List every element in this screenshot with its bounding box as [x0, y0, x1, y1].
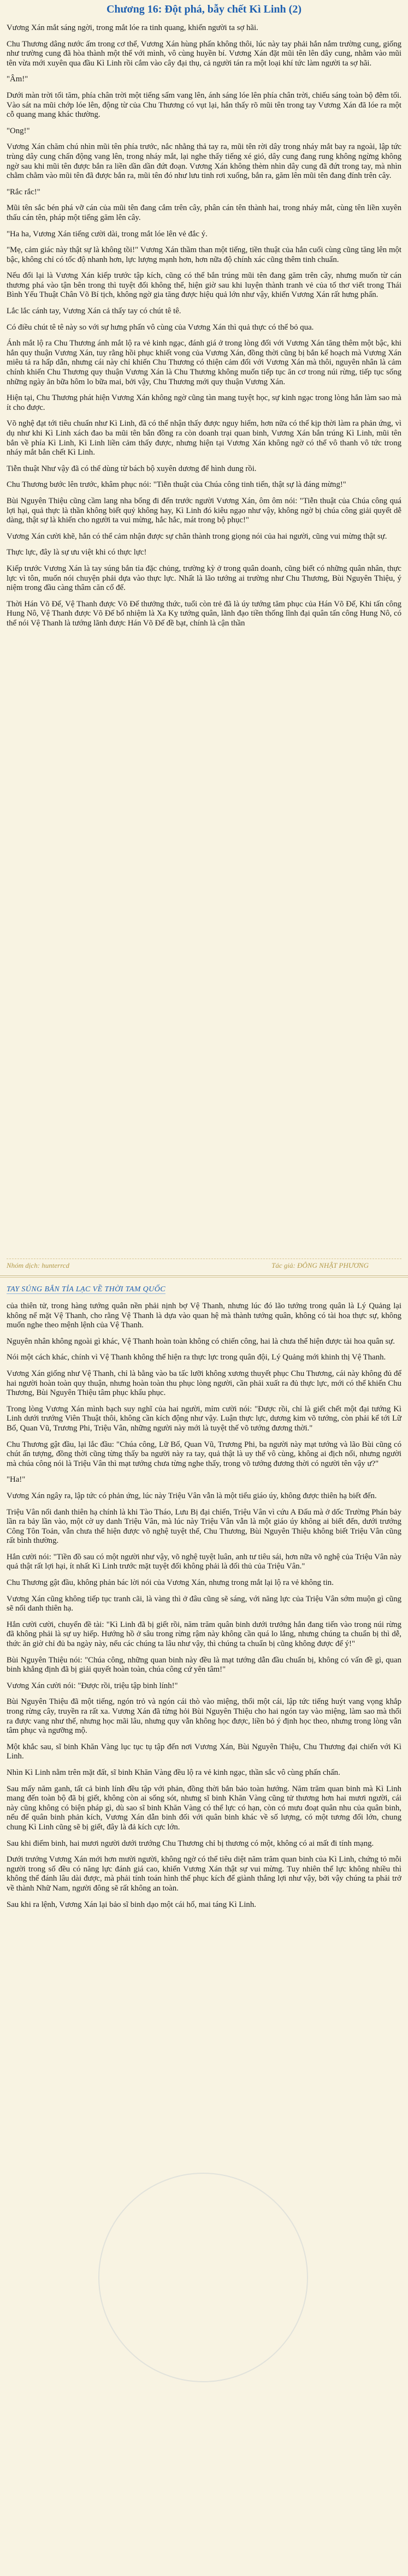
- paragraph: Nếu đổi lại là Vương Xán kiếp trước tập kích, cũng có thể bắn trúng mũi tên đang găm trên cây, nhưng muốn từ cán thương phá vào tận bên trong thì tuyệt đối không thể, hiện giờ sau khi luyện thành tranh vẻ của tố thơ viết trong Thái Bình Yếu Thuật Chân Võ Bí tịch, không ngờ gia tăng được hiệu quả lớn như vậy, khiến Vương Xán rất hưng phấn.: [7, 271, 401, 300]
- paragraph: "Âm!": [7, 75, 28, 84]
- paragraph: Dưới màn trời tối tăm, phía chân trời một tiếng sấm vang lên, ánh sáng lóe lên phía chân trời, chiếu sáng toàn bộ đêm tối. Vào sát na mũi chớp lóe lên, động từ của Chu Thương có vụt lại, hắn thấy rõ mũi tên trong tay Vương Xán đã lóe ra một cỗ quang mang khác thường.: [7, 91, 401, 120]
- paragraph: Bùi Nguyên Thiệu nói: "Chúa công, những quan binh này đều là mạt tướng dẫn đầu chuẩn bị, không có vấn đề gì, quan binh khẳng định đã bị giải quyết hoàn toàn, chúa công cứ yên tâm!": [7, 1655, 401, 1674]
- paragraph: Tiễn thuật Như vậy đã có thể dùng từ bách bộ xuyên dương để hình dung rồi.: [7, 464, 257, 473]
- paragraph: Hắn cười nói: "Tiền đồ sau có một người như vậy, võ nghệ tuyệt luân, anh tư tiêu sái, hơn nữa võ nghệ của Triệu Vân này quả thật rất lợi hại, ít nhất Kì Linh trước mặt tuyệt đối không phải là đối thủ của Triệu Vân.": [7, 1552, 401, 1571]
- paragraph: Chu Thương gật đầu, không phản bác lời nói của Vương Xán, nhưng trong mắt lại lộ ra vẻ không tin.: [7, 1578, 334, 1588]
- paragraph: Trong lòng Vương Xán mình bạch suy nghĩ của hai người, mỉm cười nói: "Được rồi, chỉ là giết chết một đại tướng Kì Linh dưới trướng Viên Thuật thôi, không cần kích động như vậy. Luận thực lực, dương kim võ tướng, còn phải kể tới Lữ Bố, Quan Vũ, Trương Phi, Triệu Vân, những người này mới là tuyệt thế võ tướng đương thời.": [7, 1404, 401, 1433]
- paragraph: Vương Xán cười nói: "Được rồi, triệu tập binh lính!": [7, 1681, 178, 1690]
- paragraph: "Rắc rắc!": [7, 187, 40, 196]
- paragraph: Một khắc sau, sĩ binh Khăn Vàng lục tục tụ tập đến nơi Vương Xán, Bùi Nguyên Thiệu, Chu Thương đại chiến với Kì Linh.: [7, 1742, 401, 1761]
- paragraph: Có điều chút tê tê này so với sự hưng phấn vô cùng của Vương Xán thì quả thực có thể bỏ qua.: [7, 323, 314, 332]
- paragraph: Ánh mắt lộ ra Chu Thương ánh mắt lộ ra vẻ kinh ngạc, đánh giá ở trong lòng đối với Vương Xán tăng thêm một bậc, khi hắn quy thuận Vương Xán, tuy rằng hồi phục khiết vong của Vương Xán, đồng thời cũng bị bắn kế hoạch mà Vương Xán miêu tả ra hấp dẫn, nhưng cái này chỉ khiến Chu Thương có thiện cảm đối với Vương Xán mà thôi, nguyên nhân là cảm chính khiến Chu Thương quy thuận Vương Xán là Chu Thương không muốn tiếp tục ăn cơ trong núi rừng, tiếp tục sống những ngày ăn bữa hôm lo bữa mai, bởi vậy, Chu Thương mới quy thuận Vương Xán.: [7, 339, 401, 386]
- chapter-panel: [0, 0, 408, 1276]
- paragraph: Vương Xán ngây ra, lập tức có phản ứng, lúc này Triệu Vân vẫn là một tiểu giáo úy, không được thiên hạ biết đến.: [7, 1491, 377, 1500]
- continuation-body: [7, 1302, 401, 1910]
- paragraph: của thiên tử, trong hàng tướng quân nền phải nịnh bợ Vệ Thanh, nhưng lúc đó lão tướng trong quân là Lý Quảng lại không nể mặt Vệ Thanh, cho rằng Vệ Thanh là dựa vào quan hệ mà thành tướng quân, không có tài hoa thực sự, không muốn nghe theo mệnh lệnh của Vệ Thanh.: [7, 1302, 401, 1330]
- paragraph: Chu Thương dâng nước ấm trong cơ thể, Vương Xán hùng phấn không thôi, lúc này tay phải hắn nắm trường cung, giống như trường cung đã hòa thành một thể với mình, vô cùng huyền bí. Vương Xán đặt mũi tên lên dây cung, nhằm vào mũi tên vừa mới xuyên qua đầu Kì Linh rồi cắm vào cây đại thụ, cả người tán ra một loại khí tức làm người ta sợ hãi.: [7, 39, 401, 68]
- author-label: Tác giả: ĐÔNG NHẬT PHƯƠNG: [271, 1261, 369, 1269]
- paragraph: Võ nghệ đạt tới tiêu chuẩn như Kì Linh, đã có thể nhận thấy được nguy hiểm, hơn nữa có thể kịp thời làm ra phản ứng, vì dụ như khi Kì Linh xách đao ba mũi tên bắn đồng ra còn doanh trại quan binh, Vương Xán bắn trúng Kì Linh, mũi tên bắn về phía Kì Linh, Kì Linh liền cảm thấy được, nhưng hiện tại Vương Xán không ngờ có thể vô thanh vô tức trong nháy mắt bắn chết Kì Linh.: [7, 419, 401, 457]
- paragraph: Sau khi ra lệnh, Vương Xán lại bảo sĩ binh dạo một cái hố, mai táng Kì Linh.: [7, 1900, 256, 1909]
- paragraph: Vương Xán cũng không tiếp tục tranh cãi, là vàng thì ở đâu cũng sẽ sáng, với năng lực của Triệu Vân sớm muộn gì cũng sẽ nổi danh thiên hạ.: [7, 1594, 401, 1613]
- chapter-body: [7, 23, 401, 629]
- paragraph: Dưới trướng Vương Xán mới hơn mười người, không ngờ có thể tiêu diệt năm trăm quan binh của Kì Linh, chứng tỏ mỗi người trong số đều có năng lực đánh giá cao, khiến Vương Xán thật sự vui mừng. Tuy nhiên thể lực không nhiều thì không thể đánh lâu dài được, mà phải tính toán hình thế phục kích để giành thắng lợi như vậy, bởi vậy chúng ta phải trở về thành Nhữ Nam, người đông sẽ rất không an toàn.: [7, 1855, 401, 1893]
- paragraph: Bùi Nguyên Thiệu đã một tiếng, ngón trỏ và ngón cái thò vào miệng, thổi một cái, lập tức tiếng huýt vang vọng khắp trong rừng cây, truyền ra rất xa. Vương Xán đã từng hỏi Bùi Nguyên Thiệu cho hai ngón tay vào miệng, làm sao mà thổi ra được vang như thế, nhưng học mãi lâu, nhưng quy vẫn không học được, liền bỏ ý định học theo, nhưng trong lòng vẫn tâm phục và ngưỡng mộ.: [7, 1697, 401, 1736]
- series-header: [7, 1285, 401, 1294]
- translation-group-label: Nhóm dịch: hunterrcd: [7, 1261, 70, 1269]
- paragraph: "Ong!": [7, 126, 30, 135]
- series-title: TAY SÚNG BẮN TỈA LẠC VỀ THỜI TAM QUỐC: [7, 1285, 165, 1293]
- paragraph: Chu Thương bước lên trước, khâm phục nói: "Tiễn thuật của Chúa công tinh tiến, thật sự là đáng mừng!": [7, 480, 346, 490]
- paragraph: Nói một cách khác, chính vì Vệ Thanh không thể hiện ra thực lực trong quân đội, Lý Quảng mới khinh thị Vệ Thanh.: [7, 1353, 386, 1362]
- continuation-panel: [0, 1277, 408, 2576]
- paragraph: Lắc lắc cánh tay, Vương Xán cả thấy tay có chút tê tê.: [7, 307, 181, 316]
- paragraph: Triệu Vân nổi danh thiên hạ chính là khi Tào Tháo, Lưu Bị đại chiến, Triệu Vân vì cứu A Đấu mà ở dốc Trường Phán bảy lần ra bảy lần vào, một cờ uy danh Triệu Vân, mà lúc này Triệu Vân vẫn là một giáo úy không ai biết đến, dưới trướng Công Tôn Toản, vẫn chưa thể hiện được võ nghệ tuyệt thế, Chu Thương, Bùi Nguyên Thiệu không biết Triệu Vân cũng rất bình thường.: [7, 1507, 401, 1546]
- paragraph: Sau khi điểm binh, hai mươi người dưới trướng Chu Thương chỉ bị thương có một, không có ai mất đi tính mạng.: [7, 1839, 374, 1848]
- paragraph: Nguyên nhân không ngoài gì khác, Vệ Thanh hoàn toàn không có chiến công, hai là chưa thể hiện được tài hoa quân sự.: [7, 1337, 395, 1346]
- chapter-title: Chương 16: Đột phá, bẫy chết Kì Linh (2): [106, 3, 301, 15]
- paragraph: Hắn cười cười, chuyển đề tài: "Kì Linh đã bị giết rồi, năm trăm quân binh dưới trướng hắn đang tiến vào trong núi rừng đã không phải là sự uy hiếp. Hướng hồ ở sâu trong rừng rậm này không cần quá lo lắng, nhưng chúng ta chuẩn bị thì dễ, thức ăn giờ chỉ đủ ba ngày này, nếu các chúng ta lâu như vậy, thì chúng ta chuẩn bị cũng không được để ý!": [7, 1620, 401, 1649]
- paragraph: Kiếp trước Vương Xán là tay súng bắn tỉa đặc chủng, trường kỳ ở trong quân doanh, cũng biết có những quân nhân, thực lực vì tôn, muốn nói chuyện phải dựa vào thực lực. Nhất là lão tướng ai trường như Chu Thương, Bùi Nguyên Thiệu, ý niệm trong đầu càng thâm căn cố đế.: [7, 564, 401, 593]
- paragraph: Vương Xán chăm chú nhìn mũi tên phía trước, nắc nhằng thả tay ra, mũi tên rời dây trong nháy mắt bay ra ngoài, lập tức trùng dây cung chấn động vang lên, trong nháy mắt, lại nghe thấy tiếng xé gió, dây cung đang rung không ngừng không ngờ sau khi mũi tên được bắn ra liền dần dần đứt đoạn. Vương Xán không thèm nhìn dây cung đã đứt trong tay, mà nhìn chằm chằm vào mũi tên đã được bắn ra, mũi tên đó như lưu tinh rơi xuống, bắn ra, găm lên mũi tên đang đính trên cây.: [7, 142, 401, 181]
- paragraph: "Ha!": [7, 1475, 26, 1484]
- paragraph: "Ha ha, Vương Xán tiếng cười dài, trong mắt lóe lên vẻ đắc ý.: [7, 229, 208, 238]
- paragraph: "Mẹ, cảm giác này thật sự là không tồi!" Vương Xán thầm than một tiếng, tiền thuật của hắn cuối cùng cũng tăng lên một bậc, không chỉ có tốc độ nhanh hơn, lực lượng mạnh hơn, hơn nữa độ chính xác cũng thêm tinh chuẩn.: [7, 246, 401, 264]
- paragraph: Thời Hán Võ Đế, Vệ Thanh được Võ Đế thưởng thức, tuổi còn trẻ đã là úy tướng tăm phục của Hán Võ Đế, Khi tấn công Hung Nô, Vệ Thanh được Võ Đế bổ nhiệm là Xa Kỵ tướng quân, lãnh đạo tiền thống lĩnh đại quân tấn công Hung Nô, có thể nói Vệ Thanh là tướng lãnh được Hán Võ Đế đề bạt, chính là cận thần: [7, 599, 401, 628]
- credits-bar: [7, 1259, 401, 1270]
- paragraph: Nhìn Kì Linh nằm trên mặt đất, sĩ binh Khăn Vàng đều lộ ra vẻ kinh ngạc, thần sắc vô cùng phấn chấn.: [7, 1768, 340, 1777]
- paragraph: Hiện tại, Chu Thương phát hiện Vương Xán không ngờ cũng tàn mang tuyệt học, sự kinh ngạc trong lòng hắn làm sao mà ít cho được.: [7, 393, 401, 412]
- watermark-seal: [98, 2173, 308, 2382]
- paragraph: Bùi Nguyên Thiệu cũng cầm lang nha bổng đi đến trước người Vương Xán, ôm ôm nói: "Tiễn thuật của Chúa công quá lợi hại, quả thực là thần không biết quỷ không hay, Kì Linh đó kiêu ngạo như vậy, không ngờ bị chúa công giải quyết dễ dàng, thật sự là khiến cho người ta vui mừng, hắc hắc, mát trong bộ phục!": [7, 496, 401, 525]
- paragraph: Mũi tên sắc bén phá vỡ cán của mũi tên đang cắm trên cây, phân cán tên thành hai, trong nháy mắt, cùng tên liền xuyên thấu cán tên, pháp một tiếng găm lên cây.: [7, 204, 401, 222]
- paragraph: Sau mấy năm ganh, tất cả binh lính đều tập với phản, đồng thời bắn bảo toàn hướng. Năm trăm quan binh mà Kì Linh mang đến toàn bộ đã bị giết, không còn ai sống sót, nhưng sĩ binh Khăn Vàng cũng tử thương hơn hai mươi người, cái này cũng không có biện pháp gì, dù sao sĩ binh Khăn Vàng có thể lực có hạn, còn có mưu đoạt quân nhu của quân binh, nếu để quân binh phản kích, Vương Xán dẫn binh đối với quân binh khác về số lượng, có một tương đối lớn, chung chung Kì Linh cũng sẽ bị giết, đây là đả kích cực lớn.: [7, 1784, 401, 1832]
- paragraph: Chu Thương gật đầu, lại lắc đầu: "Chúa công, Lữ Bố, Quan Vũ, Trương Phi, ba người này mạt tướng và lão Bùi cũng có chút ấn tượng, đồng thời cũng từng thấy ba người này ra tay, quả thật là uy thế vô cùng, không ai địch nổi, nhưng người mà chúa công nói là Triệu Vân thì mạt tướng chưa từng nghe thấy, trong võ tướng đương thời có người tên vậy ư?": [7, 1440, 401, 1468]
- paragraph: Thực lực, đây là sự ưu việt khi có thực lực!: [7, 548, 147, 557]
- paragraph: Vương Xán mắt sáng ngời, trong mắt lóe ra tinh quang, khiến người ta sợ hãi.: [7, 23, 258, 32]
- paragraph: Vương Xán cười khẽ, hắn có thể cảm nhận được sự chân thành trong giọng nói của hai người, cũng vui mừng thật sự.: [7, 532, 387, 541]
- paragraph: Vương Xán giống như Vệ Thanh, chỉ là bằng vào ba tấc lưỡi không xương thuyết phục Chu Thương, cái này không đủ để hai người hoàn toàn quy thuận, nhưng hoàn toàn thu phục lòng người, cần phải xuất ra đủ thực lực, mới có thể khiến Chu Thương, Bùi Nguyên Thiệu tâm phục khẩu phục.: [7, 1369, 401, 1398]
